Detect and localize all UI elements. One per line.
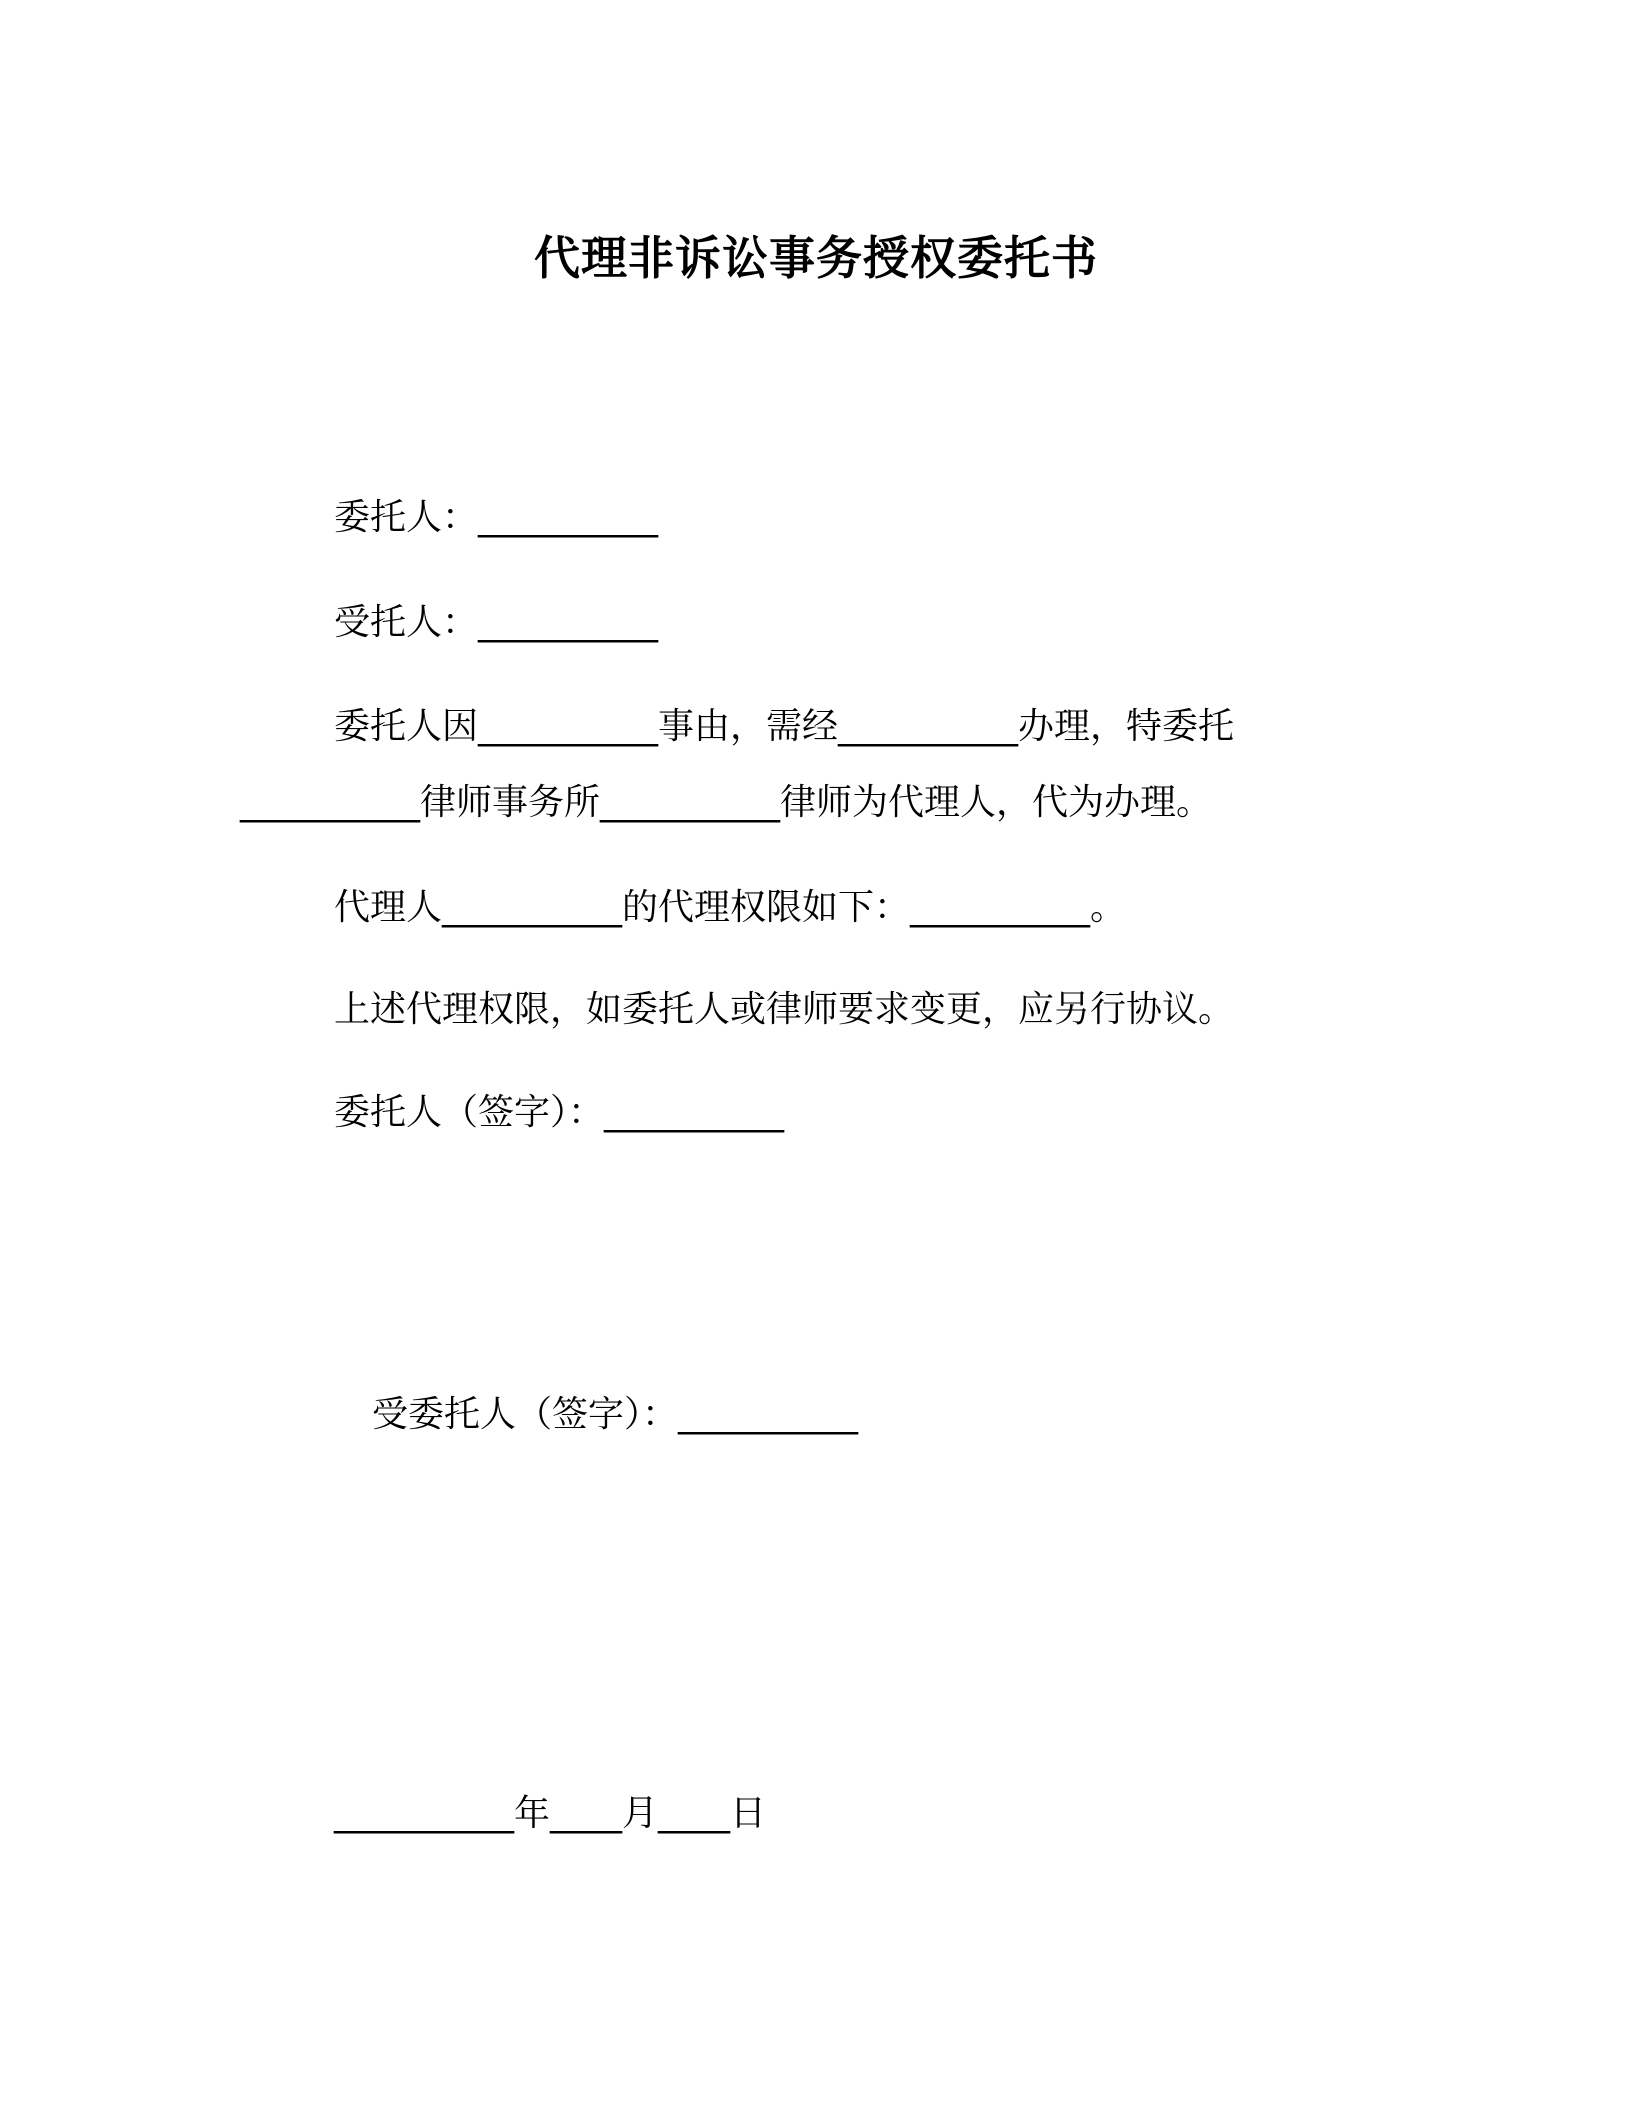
principal-line: 委托人：__________: [334, 497, 659, 538]
agent-line: 受托人：__________: [334, 602, 659, 643]
principal-signature-line: 委托人（签字）：__________: [334, 1092, 785, 1133]
change-clause-line: 上述代理权限，如委托人或律师要求变更，应另行协议。: [334, 989, 1235, 1030]
agent-signature-line: 受委托人（签字）：__________: [372, 1394, 859, 1435]
paragraph-line-1: 委托人因__________事由，需经__________办理，特委托: [334, 706, 1235, 747]
paragraph-line-2: __________律师事务所__________律师为代理人，代为办理。: [240, 782, 1213, 823]
date-line: __________年____月____日: [334, 1793, 766, 1834]
authority-line: 代理人__________的代理权限如下：__________。: [334, 887, 1127, 928]
document-title: 代理非诉讼事务授权委托书: [534, 231, 1098, 285]
